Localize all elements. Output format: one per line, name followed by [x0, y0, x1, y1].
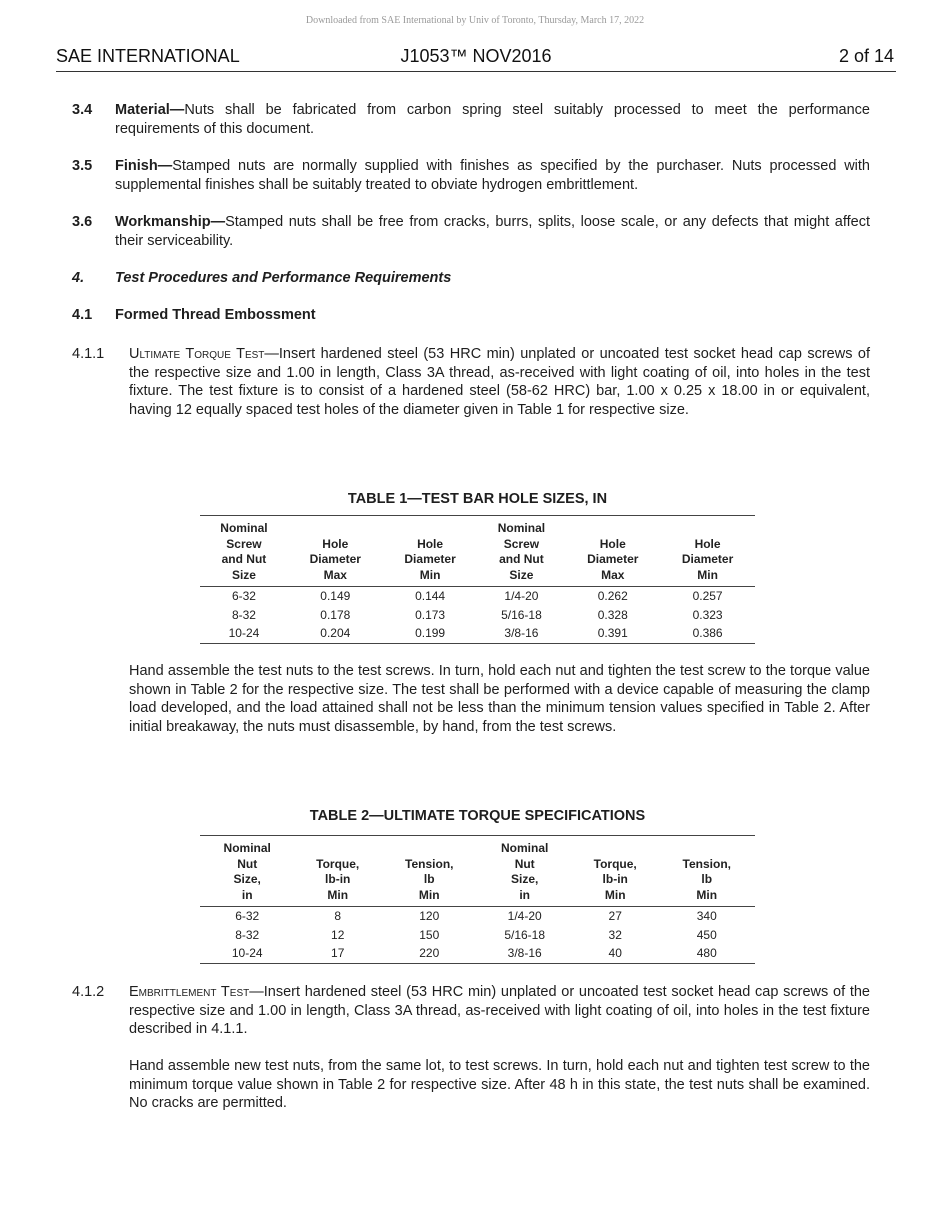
table-row [200, 926, 755, 945]
column-header [659, 836, 755, 907]
column-header-line: Size [231, 567, 256, 582]
section-number: 4.1 [72, 307, 93, 323]
table-cell: 450 [696, 927, 717, 942]
column-header [381, 836, 477, 907]
column-header-line: Min [327, 887, 349, 902]
column-header-line: Diameter [587, 552, 639, 566]
column-header-line: Min [418, 887, 440, 902]
column-header-line: and Nut [499, 552, 544, 566]
section-body [115, 213, 870, 250]
table-cell: 17 [294, 944, 381, 963]
column-header-line: Screw [503, 536, 540, 551]
column-header [288, 516, 383, 587]
column-header [383, 516, 478, 587]
column-header-line: Nominal [220, 521, 268, 535]
column-header-line: Nominal [497, 521, 546, 535]
section-lead: Finish— [115, 158, 173, 174]
table-cell: 480 [659, 944, 755, 963]
table-cell: 0.144 [415, 589, 446, 603]
section-3-5 [72, 157, 870, 194]
column-header-line: Torque, [316, 856, 360, 871]
table-row [200, 944, 755, 963]
table-cell: 8 [334, 909, 342, 923]
table-2 [200, 835, 755, 964]
table-cell: 340 [696, 909, 717, 923]
section-text: Stamped nuts are normally supplied with finishes as specified by the purchaser. Nuts processed with supplemental finishes shall be suitably treated to obviate hydrogen embrittlement. [115, 158, 870, 193]
column-header-line: Nut [237, 856, 258, 871]
table-cell: 0.173 [415, 607, 446, 622]
column-header-line: lb [423, 872, 435, 886]
table-cell: 12 [331, 927, 345, 942]
table-cell: 220 [381, 944, 477, 963]
download-watermark: Downloaded from SAE International by Univ of Toronto, Thursday, March 17, 2022 [305, 15, 645, 26]
column-header-line: lb-in [602, 872, 628, 886]
section-text: Insert hardened steel (53 HRC min) unplated or uncoated test socket head cap screws of the respective size and 1.00 in length, Class 3A thread, as-received with light coating of oil, into holes in the test fixture described in 4.1.1. [129, 984, 870, 1038]
table-cell: 0.391 [565, 624, 660, 643]
header-doc-id: J1053™ NOV2016 [400, 46, 552, 66]
table-cell: 5/16-18 [504, 927, 546, 942]
table-cell: 10-24 [200, 624, 288, 643]
table-2-caption: TABLE 2—ULTIMATE TORQUE SPECIFICATIONS [309, 808, 646, 824]
section-number: 4.1.2 [72, 984, 105, 1000]
section-lead: Ultimate Torque Test— [129, 346, 279, 362]
header-page-number: 2 of 14 [838, 46, 894, 66]
section-text: Nuts shall be fabricated from carbon spring steel suitably processed to meet the performance requirements of this document. [115, 102, 870, 137]
section-number: 4.1.1 [72, 346, 105, 362]
column-header-line: lb [701, 872, 713, 886]
column-header [572, 836, 659, 907]
column-header-line: Nominal [223, 841, 271, 855]
column-header [294, 836, 381, 907]
section-text: Stamped nuts shall be free from cracks, burrs, splits, loose scale, or any defects that might affect their serviceability. [115, 214, 870, 249]
section-3-6 [72, 213, 870, 250]
column-header [660, 516, 755, 587]
column-header-line: Diameter [681, 552, 734, 566]
column-header [565, 516, 660, 587]
column-header-line: Tension, [405, 856, 454, 871]
table-row [200, 907, 755, 926]
table-cell: 6-32 [231, 589, 256, 603]
table-cell: 10-24 [200, 944, 294, 963]
table-header-row [200, 836, 755, 907]
column-header-line: Torque, [593, 856, 637, 871]
table-cell: 3/8-16 [477, 944, 571, 963]
column-header-line: Min [696, 887, 718, 902]
column-header-line: lb-in [325, 872, 351, 886]
column-header [200, 836, 294, 907]
section-title: Formed Thread Embossment [115, 307, 316, 323]
column-header [200, 516, 288, 587]
section-4-1-2-paragraph-2: Hand assemble new test nuts, from the same lot, to test screws. In turn, hold each nut and tighten test screw to the minimum torque value shown in Table 2 for respective size. After 48 h in this state, the test nuts shall be examined. No cracks are permitted. [129, 1058, 870, 1112]
section-lead: Workmanship— [115, 214, 226, 230]
section-number: 3.4 [72, 102, 93, 118]
column-header-line: Min [604, 887, 626, 902]
column-header-line: Hole [694, 536, 721, 551]
section-number: 3.5 [72, 158, 93, 174]
table-cell: 0.199 [383, 624, 478, 643]
section-3-4 [72, 101, 870, 138]
table-cell: 1/4-20 [504, 589, 539, 603]
table-cell: 0.149 [320, 589, 351, 603]
table-cell: 0.262 [597, 589, 628, 603]
section-body [115, 157, 870, 194]
header-org: SAE INTERNATIONAL [56, 46, 240, 66]
table-cell: 0.257 [692, 589, 723, 603]
table-cell: 3/8-16 [477, 624, 565, 643]
section-text: Insert hardened steel (53 HRC min) unplated or uncoated test socket head cap screws of the respective size and 1.00 in length, Class 3A thread, as-received with light coating of oil, into holes in the test fixture. The test fixture is to consist of a hardened steel (58-62 HRC) bar, 1.00 x 0.25 x 18.00 in or equivalent, having 12 equally spaced test holes of the diameter given in Table 1 for respective size. [129, 346, 870, 418]
column-header-line: and Nut [221, 552, 267, 566]
column-header-line: Size [509, 567, 534, 582]
table-1-caption: TABLE 1—TEST BAR HOLE SIZES, IN [347, 491, 608, 507]
table-cell: 27 [608, 909, 622, 923]
table-cell: 40 [572, 944, 659, 963]
section-body [129, 345, 870, 419]
column-header-line: Max [323, 567, 347, 582]
table-cell: 120 [419, 909, 440, 923]
table-cell: 0.323 [692, 607, 723, 622]
section-body [129, 983, 870, 1039]
section-4-1-1-paragraph-2: Hand assemble the test nuts to the test screws. In turn, hold each nut and tighten the test screw to the torque value shown in Table 2 for the respective size. The test shall be performed with a device capable of measuring the clamp load developed, and the load attained shall not be less than the minimum tension values specified in Table 2. After initial breakaway, the nuts must disassemble, by hand, from the test screws. [129, 663, 870, 735]
section-number: 4. [72, 270, 85, 286]
column-header [477, 836, 571, 907]
table-row [200, 587, 755, 606]
column-header-line: Hole [417, 536, 444, 551]
section-lead: Material— [115, 102, 185, 118]
section-body [115, 101, 870, 138]
table-row [200, 624, 755, 643]
page-header [56, 44, 896, 72]
column-header [477, 516, 565, 587]
table-cell: 8-32 [231, 607, 256, 622]
table-cell: 0.204 [288, 624, 383, 643]
column-header-line: Screw [226, 536, 262, 551]
column-header-line: Min [697, 567, 718, 582]
column-header-line: in [241, 887, 253, 902]
section-4-1-1 [72, 345, 870, 419]
column-header-line: Max [601, 567, 625, 582]
table-cell: 0.386 [660, 624, 755, 643]
section-lead: Embrittlement Test— [129, 984, 264, 1000]
column-header-line: Hole [322, 536, 349, 551]
table-cell: 0.178 [320, 607, 351, 622]
table-cell: 5/16-18 [501, 607, 542, 622]
column-header-line: Size, [511, 872, 539, 886]
column-header-line: Nominal [501, 841, 549, 855]
column-header-line: Min [419, 567, 441, 582]
section-4-1-2 [72, 983, 870, 1039]
column-header-line: Nut [514, 856, 535, 871]
table-cell: 8-32 [235, 927, 260, 942]
table-header-row [200, 516, 755, 587]
column-header-line: Hole [599, 536, 626, 551]
section-title: Test Procedures and Performance Requirements [115, 270, 452, 286]
table-cell: 0.328 [597, 607, 628, 622]
table-cell: 6-32 [235, 909, 260, 923]
section-number: 3.6 [72, 214, 93, 230]
column-header-line: Diameter [309, 552, 361, 566]
table-cell: 32 [608, 927, 622, 942]
table-1 [200, 515, 755, 644]
table-cell: 1/4-20 [507, 909, 542, 923]
column-header-line: Tension, [682, 856, 731, 871]
table-cell: 150 [419, 927, 440, 942]
table-row [200, 606, 755, 625]
column-header-line: Size, [233, 872, 261, 886]
column-header-line: Diameter [404, 552, 456, 566]
column-header-line: in [519, 887, 531, 902]
